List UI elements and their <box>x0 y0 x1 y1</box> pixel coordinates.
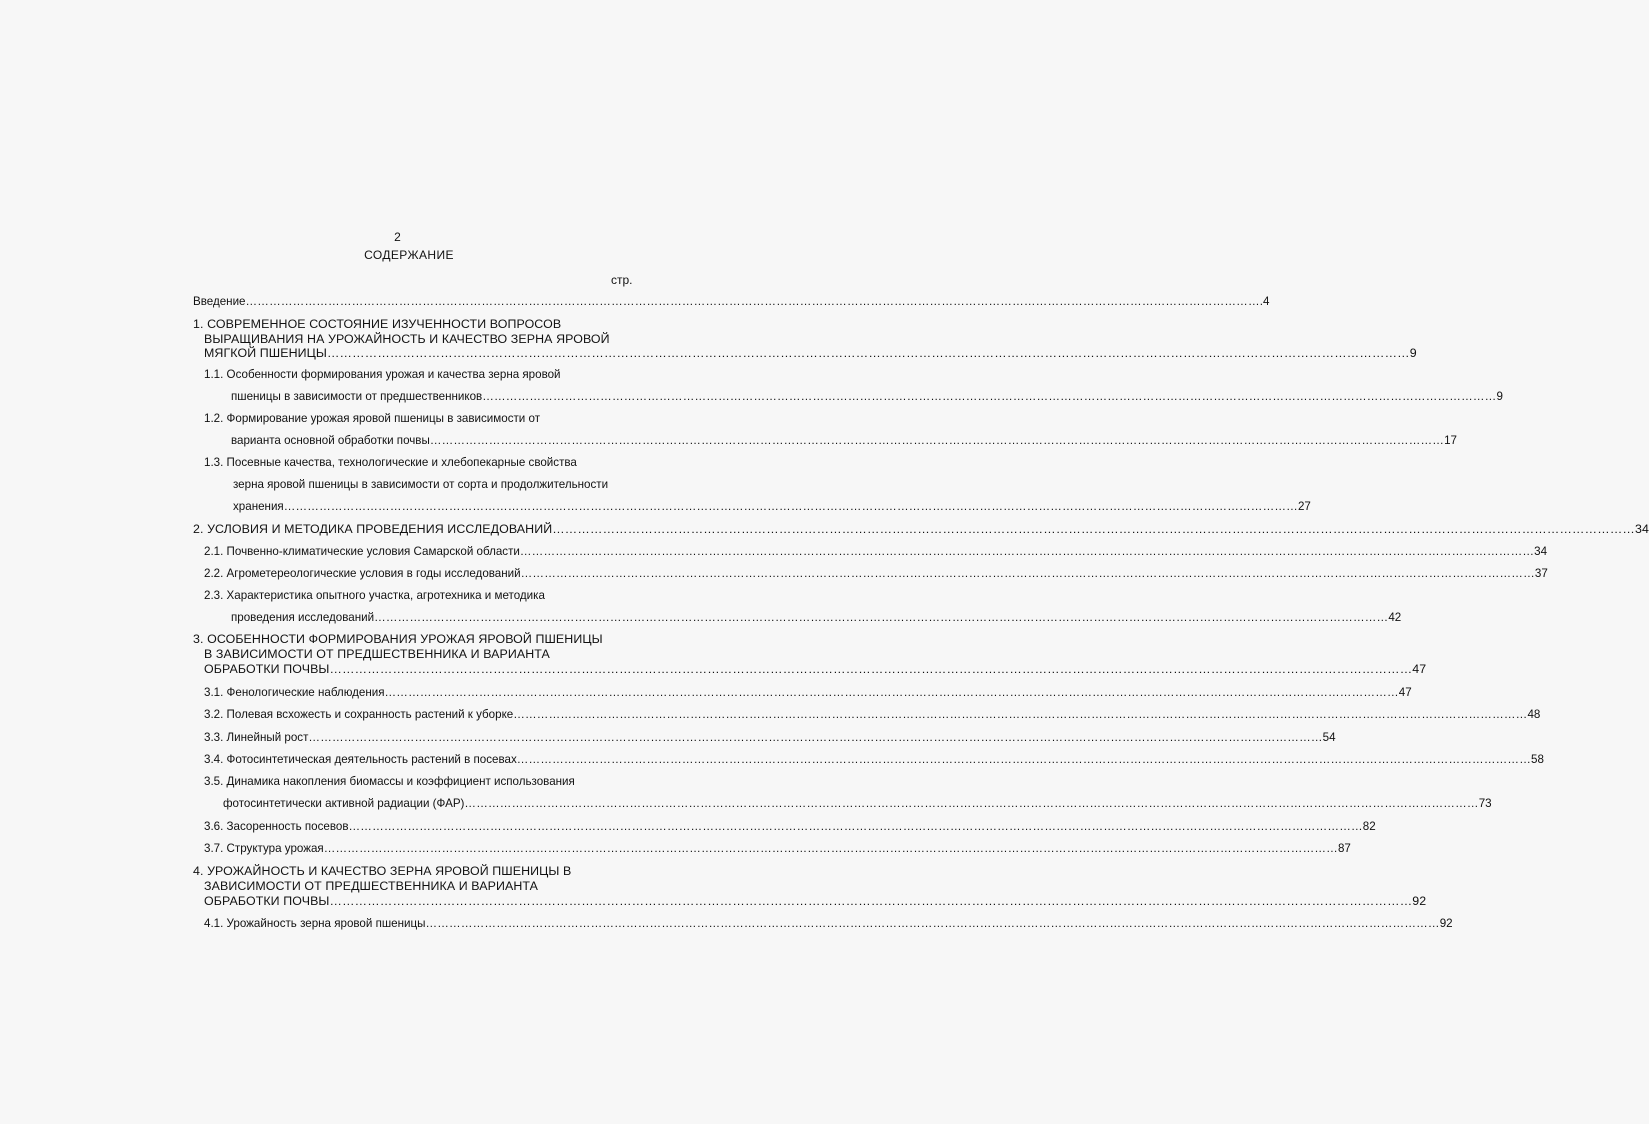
toc-entry-page: 92 <box>1412 894 1427 908</box>
toc-section-3-2 <box>204 708 1541 722</box>
toc-section-2-3 <box>231 611 1402 625</box>
toc-entry-page: 92 <box>1439 917 1453 930</box>
dot-leader: …………………………………………………………………………………………………………………………………………………………………………………………………………………………………… <box>513 708 1528 721</box>
toc-entry-page: 34 <box>1635 522 1649 536</box>
toc-section-1-3 <box>233 500 1311 514</box>
toc-entry-page: 47 <box>1398 686 1412 699</box>
dot-leader: …………………………………………………………………………………………………………………………………………………………………………………………………………………………………… <box>245 295 1260 308</box>
dot-leader: …………………………………………………………………………………………………………………………………………………………………………………………………………………………………… <box>326 346 1410 360</box>
toc-section-3-5-line-1: 3.5. Динамика накопления биомассы и коэффициент использования <box>204 775 575 788</box>
toc-entry-title: 2. УСЛОВИЯ И МЕТОДИКА ПРОВЕДЕНИЯ ИССЛЕДОВАНИЙ <box>193 522 553 536</box>
toc-chapter-4 <box>204 894 1427 908</box>
toc-entry-page: 87 <box>1337 842 1351 855</box>
dot-leader: …………………………………………………………………………………………………………………………………………………………………………………………………………………………………… <box>283 500 1298 513</box>
toc-entry-title: 3.4. Фотосинтетическая деятельность растений в посевах <box>204 753 517 766</box>
toc-entry-title: 2.1. Почвенно-климатические условия Самарской области <box>204 545 520 558</box>
toc-entry-title: 4.1. Урожайность зерна яровой пшеницы <box>204 917 426 930</box>
dot-leader: …………………………………………………………………………………………………………………………………………………………………………………………………………………………………… <box>520 567 1535 580</box>
toc-chapter-3-line-2: В ЗАВИСИМОСТИ ОТ ПРЕДШЕСТВЕННИКА И ВАРИАНТА <box>204 647 550 661</box>
dot-leader: …………………………………………………………………………………………………………………………………………………………………………………………………………………………………… <box>464 797 1479 810</box>
toc-chapter-1-line-1: 1. СОВРЕМЕННОЕ СОСТОЯНИЕ ИЗУЧЕННОСТИ ВОПРОСОВ <box>193 317 562 331</box>
toc-chapter-4-line-1: 4. УРОЖАЙНОСТЬ И КАЧЕСТВО ЗЕРНА ЯРОВОЙ ПШЕНИЦЫ В <box>193 864 572 878</box>
toc-entry-title: хранения <box>233 500 284 513</box>
toc-section-3-7 <box>204 842 1351 856</box>
toc-section-2-2 <box>204 567 1548 581</box>
toc-entry-title: 3.6. Засоренность посевов <box>204 820 349 833</box>
toc-section-3-4 <box>204 753 1544 767</box>
toc-entry-title: проведения исследований <box>231 611 375 624</box>
toc-entry-title: Введение <box>193 295 246 308</box>
toc-entry-page: 42 <box>1388 611 1402 624</box>
dot-leader: …………………………………………………………………………………………………………………………………………………………………………………………………………………………………… <box>429 434 1445 447</box>
toc-entry-page: 34 <box>1534 545 1548 558</box>
toc-entry-title: 3.1. Фенологические наблюдения <box>204 686 385 699</box>
dot-leader: …………………………………………………………………………………………………………………………………………………………………………………………………………………………………… <box>348 820 1363 833</box>
toc-section-1-3-line-2: зерна яровой пшеницы в зависимости от сорта и продолжительности <box>233 478 609 491</box>
toc-entry-title: пшеницы в зависимости от предшественников <box>231 390 483 403</box>
dot-leader: …………………………………………………………………………………………………………………………………………………………………………………………………………………………………… <box>323 842 1338 855</box>
toc-section-1-2 <box>231 434 1457 448</box>
page-number: 2 <box>394 230 401 244</box>
toc-section-1-1-line-1: 1.1. Особенности формирования урожая и качества зерна яровой <box>204 368 561 381</box>
toc-entry-title: 2.2. Агрометереологические условия в годы исследований <box>204 567 521 580</box>
dot-leader: …………………………………………………………………………………………………………………………………………………………………………………………………………………………………… <box>329 894 1413 908</box>
toc-entry-title: ОБРАБОТКИ ПОЧВЫ <box>204 662 330 676</box>
toc-section-1-3-line-1: 1.3. Посевные качества, технологические и хлебопекарные свойства <box>204 456 577 469</box>
toc-section-2-3-line-1: 2.3. Характеристика опытного участка, агротехника и методика <box>204 589 545 602</box>
toc-chapter-3-line-1: 3. ОСОБЕННОСТИ ФОРМИРОВАНИЯ УРОЖАЯ ЯРОВОЙ ПШЕНИЦЫ <box>193 632 603 646</box>
dot-leader: …………………………………………………………………………………………………………………………………………………………………………………………………………………………………… <box>384 686 1399 699</box>
toc-chapter-4-line-2: ЗАВИСИМОСТИ ОТ ПРЕДШЕСТВЕННИКА И ВАРИАНТА <box>204 879 539 893</box>
toc-entry-page: 37 <box>1534 567 1548 580</box>
toc-entry-title: 3.7. Структура урожая <box>204 842 324 855</box>
toc-entry-title: варианта основной обработки почвы <box>231 434 430 447</box>
toc-entry-title: МЯГКОЙ ПШЕНИЦЫ <box>204 346 327 360</box>
toc-entry-title: 3.2. Полевая всхожесть и сохранность растений к уборке <box>204 708 514 721</box>
toc-entry-page: 73 <box>1478 797 1492 810</box>
toc-section-3-1 <box>204 686 1412 700</box>
toc-chapter-2 <box>193 522 1649 536</box>
dot-leader: …………………………………………………………………………………………………………………………………………………………………………………………………………………………………… <box>425 917 1440 930</box>
toc-entry-page: 17 <box>1444 434 1457 447</box>
dot-leader: …………………………………………………………………………………………………………………………………………………………………………………………………………………………………… <box>516 753 1532 766</box>
toc-chapter-1 <box>204 346 1417 360</box>
dot-leader: …………………………………………………………………………………………………………………………………………………………………………………………………………………………………… <box>329 662 1413 676</box>
toc-entry-page: 82 <box>1362 820 1376 833</box>
toc-section-1-2-line-1: 1.2. Формирование урожая яровой пшеницы в зависимости от <box>204 412 540 425</box>
page-column-label: стр. <box>611 273 633 287</box>
toc-section-1-1 <box>231 390 1503 404</box>
toc-entry-page: .4 <box>1259 295 1270 308</box>
toc-section-3-5 <box>223 797 1492 811</box>
toc-entry-title: ОБРАБОТКИ ПОЧВЫ <box>204 894 330 908</box>
dot-leader: …………………………………………………………………………………………………………………………………………………………………………………………………………………………………… <box>308 731 1323 744</box>
toc-section-4-1 <box>204 917 1453 931</box>
toc-entry-title: фотосинтетически активной радиации (ФАР) <box>223 797 465 810</box>
toc-entry-page: 54 <box>1322 731 1336 744</box>
page-title: СОДЕРЖАНИЕ <box>364 248 454 262</box>
dot-leader: …………………………………………………………………………………………………………………………………………………………………………………………………………………………………… <box>519 545 1535 558</box>
toc-chapter-3 <box>204 662 1427 676</box>
toc-entry-page: 47 <box>1412 662 1427 676</box>
dot-leader: …………………………………………………………………………………………………………………………………………………………………………………………………………………………………… <box>482 390 1497 403</box>
dot-leader: …………………………………………………………………………………………………………………………………………………………………………………………………………………………………… <box>374 611 1389 624</box>
toc-section-2-1 <box>204 545 1548 559</box>
toc-chapter-1-line-2: ВЫРАЩИВАНИЯ НА УРОЖАЙНОСТЬ И КАЧЕСТВО ЗЕРНА ЯРОВОЙ <box>204 332 610 346</box>
toc-section-3-6 <box>204 820 1376 834</box>
toc-entry-page: 48 <box>1527 708 1541 721</box>
toc-section-3-3 <box>204 731 1336 745</box>
toc-entry-page: 9 <box>1496 390 1503 403</box>
toc-entry-page: 9 <box>1409 346 1417 360</box>
dot-leader: …………………………………………………………………………………………………………………………………………………………………………………………………………………………………… <box>552 522 1636 536</box>
toc-entry-page: 58 <box>1531 753 1544 766</box>
toc-entry-title: 3.3. Линейный рост <box>204 731 309 744</box>
toc-entry-intro <box>193 295 1270 309</box>
toc-entry-page: 27 <box>1297 500 1311 513</box>
